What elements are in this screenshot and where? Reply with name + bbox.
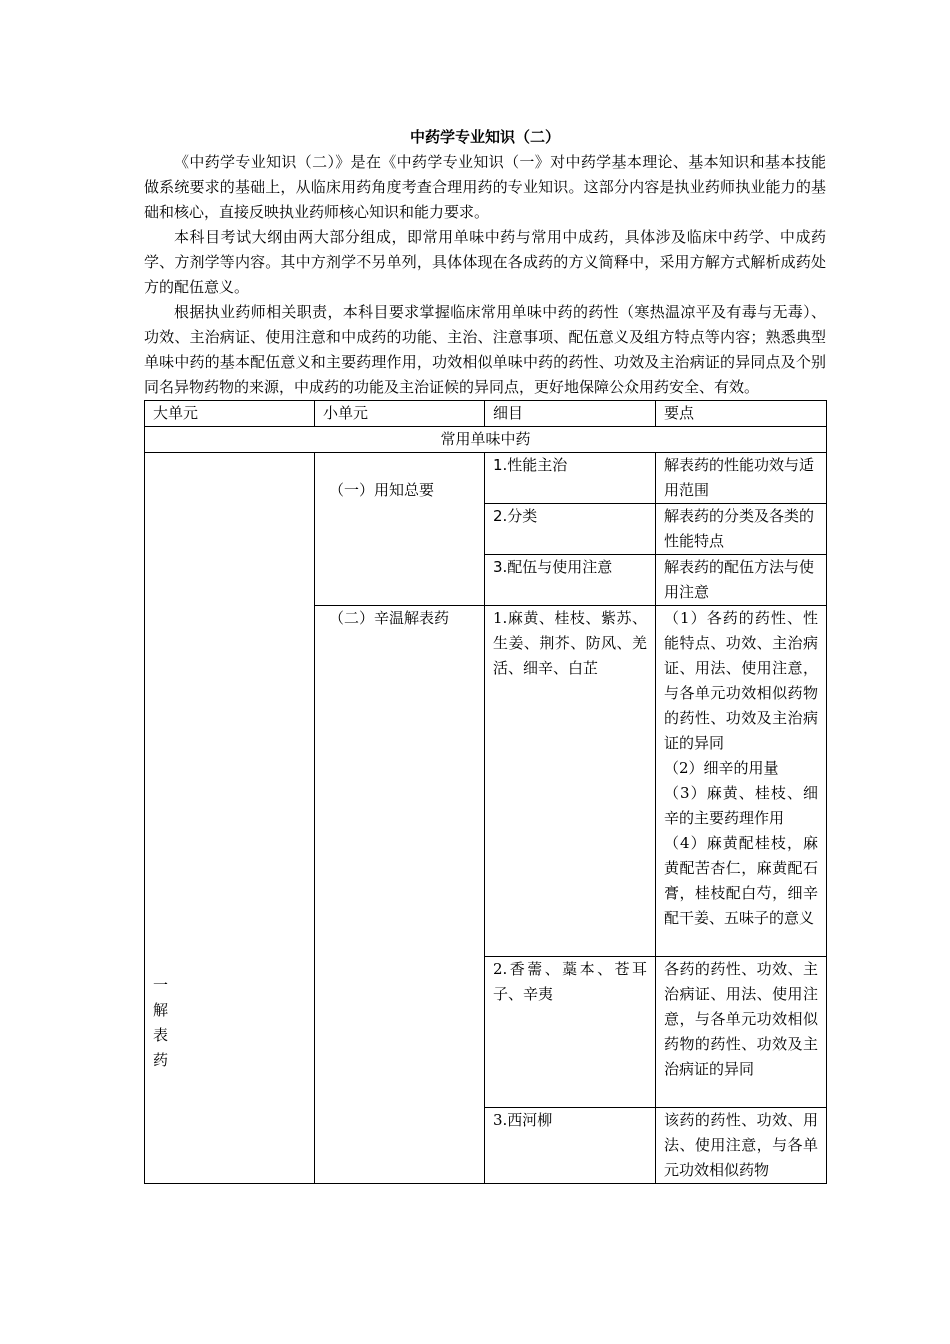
big-unit-char: 药 [153,1051,169,1069]
item-cell: 3.配伍与使用注意 [485,555,656,606]
syllabus-table [144,400,827,1184]
item-cell: 2.香薷、藁本、苍耳子、辛夷 [485,957,656,1108]
point-cell: 解表药的分类及各类的性能特点 [656,504,827,555]
header-sub-unit: 小单元 [315,401,485,427]
section-row [145,427,827,453]
intro-paragraph-3: 根据执业药师相关职责，本科目要求掌握临床常用单味中药的药性（寒热温凉平及有毒与无毒）、功效、主治病证、使用注意和中成药的功能、主治、注意事项、配伍意义及组方特点等内容；熟悉典型单味中药的基本配伍意义和主要药理作用，功效相似单味中药的药性、功效及主治病证的异同点及个别同名异物药物的来源，中成药的功能及主治证候的异同点，更好地保障公众用药安全、有效。 [144,303,826,396]
big-unit-char: 一 [153,976,169,994]
page-title: 中药学专业知识（二） [409,128,560,146]
table-row [145,453,827,504]
item-cell: 2.分类 [485,504,656,555]
point-line: （3）麻黄、桂枝、细辛的主要药理作用 [664,784,818,827]
item-cell: 3.西河柳 [485,1108,656,1184]
sub-unit-1: （一）用知总要 [315,453,485,606]
header-point: 要点 [656,401,827,427]
item-cell: 1.麻黄、桂枝、紫苏、生姜、荆芥、防风、羌活、细辛、白芷 [485,606,656,957]
big-unit-char: 解 [153,1001,169,1019]
big-unit-cell [145,453,315,1184]
intro-paragraph-2: 本科目考试大纲由两大部分组成，即常用单味中药与常用中成药，具体涉及临床中药学、中成药学、方剂学等内容。其中方剂学不另单列，具体体现在各成药的方义简释中，采用方解方式解析成药处方的配伍意义。 [144,228,826,296]
document-page [144,124,826,1184]
point-cell [656,606,827,957]
header-big-unit: 大单元 [145,401,315,427]
intro-paragraph-1: 《中药学专业知识（二）》是在《中药学专业知识（一》对中药学基本理论、基本知识和基本技能做系统要求的基础上，从临床用药角度考查合理用药的专业知识。这部分内容是执业药师执业能力的基础和核心，直接反映执业药师核心知识和能力要求。 [144,153,826,221]
big-unit-char: 表 [153,1026,169,1044]
point-cell: 解表药的性能功效与适用范围 [656,453,827,504]
point-cell: 该药的药性、功效、用法、使用注意，与各单元功效相似药物 [656,1108,827,1184]
point-cell: 解表药的配伍方法与使用注意 [656,555,827,606]
point-line: （4）麻黄配桂枝，麻黄配苦杏仁，麻黄配石膏，桂枝配白芍，细辛配干姜、五味子的意义 [664,834,818,927]
header-item: 细目 [485,401,656,427]
point-line: （1）各药的药性、性能特点、功效、主治病证、用法、使用注意，与各单元功效相似药物的药性、功效及主治病证的异同 [664,609,818,752]
point-line: （2）细辛的用量 [664,759,779,777]
section-title: 常用单味中药 [145,427,827,453]
table-header-row [145,401,827,427]
sub-unit-2: （二）辛温解表药 [315,606,485,1184]
item-cell: 1.性能主治 [485,453,656,504]
point-cell: 各药的药性、功效、主治病证、用法、使用注意，与各单元功效相似药物的药性、功效及主治病证的异同 [656,957,827,1108]
